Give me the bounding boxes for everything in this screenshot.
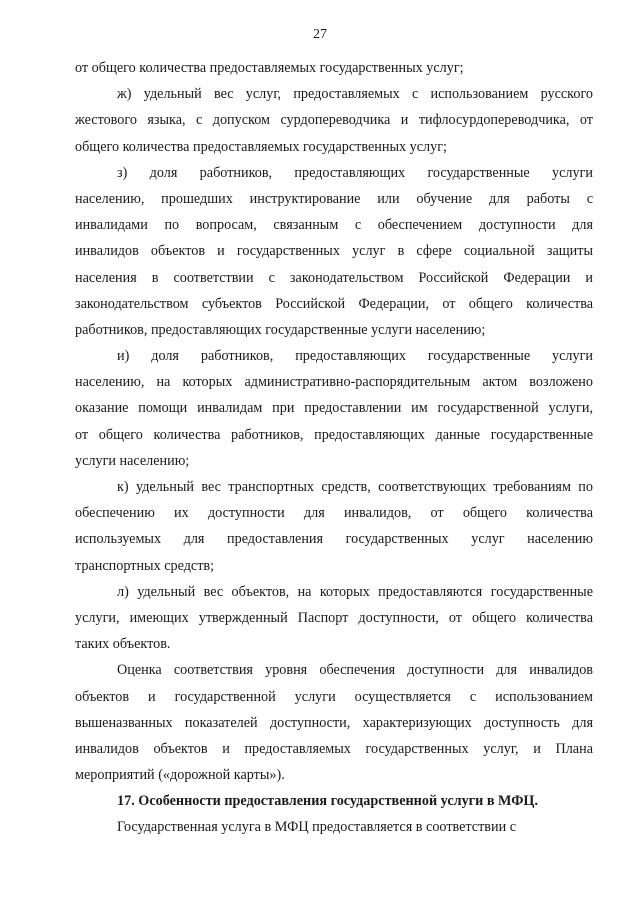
- text-line: населения в соответствии с законодательством Российской Федерации и: [75, 269, 593, 286]
- section-heading: 17. Особенности предоставления государственной услуги в МФЦ.: [117, 793, 539, 810]
- text-line: от общего количества предоставляемых государственных услуг;: [75, 60, 464, 76]
- text-line: таких объектов.: [75, 636, 171, 653]
- text-line: населению, прошедших инструктирование или обучение для работы с: [75, 190, 593, 207]
- text-line: л) удельный вес объектов, на которых предоставляются государственные: [117, 583, 593, 600]
- text-line: законодательством субъектов Российской Федерации, от общего количества: [75, 295, 593, 312]
- text-line: Государственная услуга в МФЦ предоставляется в соответствии с: [117, 819, 517, 836]
- text-line: инвалидов объектов и государственных услуг в сфере социальной защиты: [75, 243, 593, 260]
- page-number: 27: [313, 27, 327, 42]
- text-line: населению, на которых административно-распорядительным актом возложено: [75, 374, 593, 391]
- text-line: оказание помощи инвалидам при предоставлении им государственной услуги,: [75, 400, 593, 417]
- text-line: инвалидов объектов и предоставляемых государственных услуг, и Плана: [75, 740, 593, 757]
- text-line: з) доля работников, предоставляющих государственные услуги: [117, 164, 593, 181]
- text-line: транспортных средств;: [75, 557, 215, 574]
- text-line: объектов и государственной услуги осуществляется с использованием: [75, 688, 593, 705]
- text-line: общего количества предоставляемых государственных услуг;: [75, 138, 447, 155]
- text-line: используемых для предоставления государственных услуг населению: [75, 531, 593, 548]
- text-line: жестового языка, с допуском сурдопереводчика и тифлосурдопереводчика, от: [75, 112, 593, 129]
- text-line: услуги, имеющих утвержденный Паспорт доступности, от общего количества: [75, 609, 593, 626]
- document-body: [75, 55, 593, 841]
- text-line: к) удельный вес транспортных средств, соответствующих требованиям по: [117, 479, 593, 495]
- text-line: вышеназванных показателей доступности, характеризующих доступность для: [75, 714, 593, 731]
- text-line: услуги населению;: [75, 452, 190, 469]
- text-line: мероприятий («дорожной карты»).: [75, 767, 285, 784]
- text-line: от общего количества работников, предоставляющих данные государственные: [75, 426, 593, 443]
- text-line: ж) удельный вес услуг, предоставляемых с использованием русского: [117, 86, 593, 103]
- text-line: инвалидами по вопросам, связанным с обеспечением доступности для: [75, 217, 593, 234]
- text-line: обеспечению их доступности для инвалидов, от общего количества: [75, 505, 593, 522]
- text-line: и) доля работников, предоставляющих государственные услуги: [117, 348, 593, 365]
- text-line: работников, предоставляющих государственные услуги населению;: [75, 321, 486, 338]
- text-line: Оценка соответствия уровня обеспечения доступности для инвалидов: [117, 662, 593, 679]
